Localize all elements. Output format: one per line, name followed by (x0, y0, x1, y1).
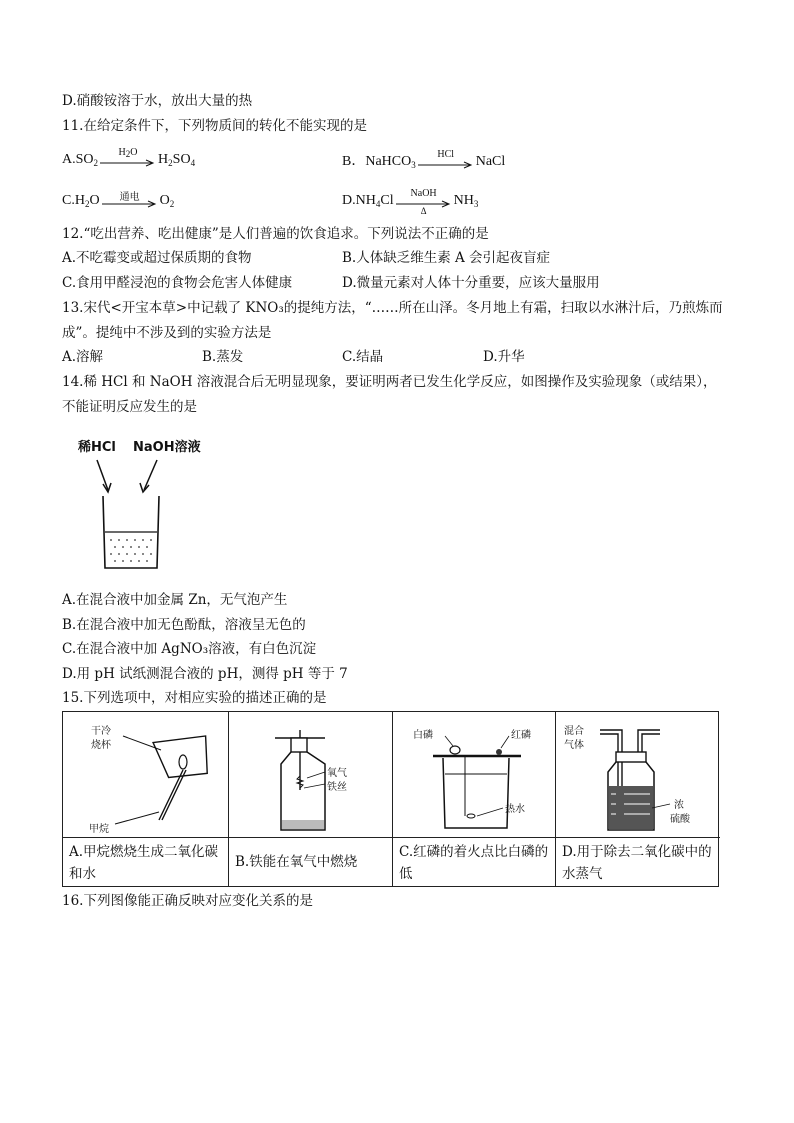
q15-stem: 15.下列选项中，对相应实验的描述正确的是 (62, 690, 327, 706)
q12-option-a: A.不吃霉变或超过保质期的食物 (62, 250, 252, 266)
q11-option-c: C. H $_2$ O 通电 O $_2$ (62, 192, 175, 209)
q12-stem: 12.“吃出营养、吃出健康”是人们普遍的饮食追求。下列说法不正确的是 (62, 226, 489, 242)
q13-option-a: A.溶解 (62, 349, 104, 365)
q13-option-d: D.升华 (483, 349, 525, 365)
methane-combustion-figure: 干冷 烧杯 甲烷 (63, 712, 228, 838)
q11-option-d: D. NH $_4$ Cl NaOH Δ NH $_3$ (342, 188, 479, 216)
q14-option-d: D.用 pH 试纸测混合液的 pH，测得 pH 等于 7 (62, 666, 348, 682)
arrow-icon: 通电 (102, 191, 158, 209)
iron-oxygen-figure: 氧气 铁丝 (229, 712, 392, 838)
q15-cell-a (63, 712, 229, 886)
q13-stem-line2: 成”。提纯中不涉及到的实验方法是 (62, 325, 272, 341)
q13-option-b: B.蒸发 (202, 349, 244, 365)
q11-option-b: B． NaHCO $_3$ HCl NaCl (342, 149, 506, 170)
q13-option-c: C.结晶 (342, 349, 384, 365)
fig-label-hcl: 稀HCl (78, 440, 116, 455)
q15-options-table (62, 711, 719, 887)
q12-option-d: D.微量元素对人体十分重要，应该大量服用 (342, 275, 600, 291)
arrow-icon: HCl (418, 152, 474, 170)
arrow-icon: NaOH Δ (396, 191, 452, 209)
q15-cell-c (393, 712, 556, 886)
q14-option-a: A.在混合液中加金属 Zn，无气泡产生 (62, 592, 288, 608)
q15-caption-d: D.用于除去二氧化碳中的水蒸气 (562, 844, 712, 882)
phosphorus-ignition-figure: 白磷 红磷 热水 (393, 712, 555, 838)
gas-washing-bottle-figure: 混合 气体 浓 硫酸 (556, 712, 720, 838)
q14-stem-line2: 不能证明反应发生的是 (62, 399, 197, 415)
q14-option-b: B.在混合液中加无色酚酞，溶液呈无色的 (62, 617, 306, 633)
beaker-icon (75, 432, 215, 582)
q11-stem: 11.在给定条件下，下列物质间的转化不能实现的是 (62, 118, 367, 134)
q15-cell-b (229, 712, 393, 886)
q15-cell-d (556, 712, 720, 886)
q15-caption-c: C.红磷的着火点比白磷的低 (399, 844, 549, 882)
q13-stem-line1: 13.宋代<开宝本草>中记载了 KNO₃的提纯方法，“……所在山泽。冬月地上有霜，扫取以水淋汁后，乃煎炼而 (62, 300, 723, 316)
q10-option-d: D.硝酸铵溶于水，放出大量的热 (62, 93, 253, 109)
q16-stem: 16.下列图像能正确反映对应变化关系的是 (62, 893, 313, 909)
q14-option-c: C.在混合液中加 AgNO₃溶液，有白色沉淀 (62, 641, 317, 657)
q14-stem-line1: 14.稀 HCl 和 NaOH 溶液混合后无明显现象，要证明两者已发生化学反应，如图操作及实验现象（或结果）， (62, 374, 717, 390)
q12-option-c: C.食用甲醛浸泡的食物会危害人体健康 (62, 275, 293, 291)
q12-option-b: B.人体缺乏维生素 A 会引起夜盲症 (342, 250, 551, 266)
beaker-figure (75, 432, 215, 582)
q11-option-a: A. SO $_2$ $H_2O$ H $_2$ SO $_4$ (62, 147, 196, 168)
fig-label-naoh: NaOH溶液 (133, 440, 201, 455)
q15-caption-b: B.铁能在氧气中燃烧 (235, 854, 358, 870)
arrow-icon: $H_2O$ (100, 150, 156, 168)
q15-caption-a: A.甲烷燃烧生成二氧化碳和水 (69, 844, 219, 882)
